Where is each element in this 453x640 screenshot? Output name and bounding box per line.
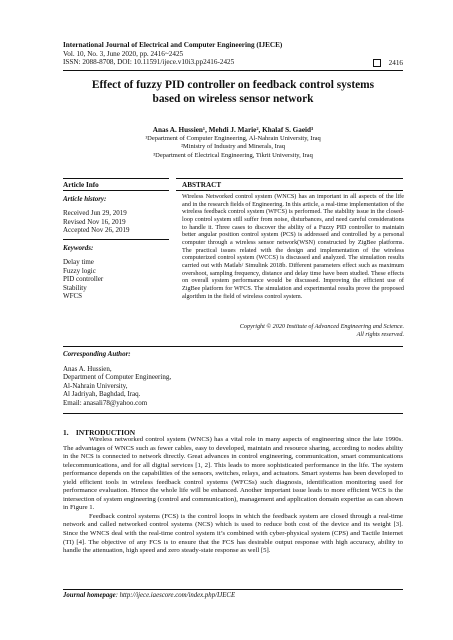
history-revised: Revised Nov 16, 2019 bbox=[63, 217, 126, 226]
abstract-heading: ABSTRACT bbox=[182, 181, 222, 189]
keyword: PID controller bbox=[63, 275, 104, 284]
page-number: 2416 bbox=[388, 59, 403, 67]
corresponding-end-rule bbox=[63, 413, 403, 414]
section-heading-introduction: 1. INTRODUCTION bbox=[63, 428, 136, 437]
article-info-heading: Article Info bbox=[63, 181, 99, 189]
journal-header bbox=[63, 41, 403, 67]
journal-issn: ISSN: 2088-8708, DOI: 10.11591/ijece.v10i3.pp2416-2425 bbox=[63, 58, 235, 67]
copyright-line-2: All rights reserved. bbox=[356, 330, 404, 338]
affiliation-1: ¹Department of Computer Engineering, Al-Nahrain University, Iraq bbox=[145, 135, 321, 142]
copyright bbox=[182, 323, 404, 339]
history-accepted: Accepted Nov 26, 2019 bbox=[63, 226, 130, 235]
corresponding-author-label: Corresponding Author: bbox=[63, 350, 131, 358]
keyword: Delay time bbox=[63, 258, 94, 266]
corresponding-author-details bbox=[63, 365, 263, 407]
corr-address: Al Jadriyah, Baghdad, Iraq. bbox=[63, 390, 141, 399]
abstract-bottom-rule bbox=[176, 190, 403, 191]
homepage-link[interactable]: : http://ijece.iaescore.com/index.php/IJECE bbox=[115, 592, 236, 599]
journal-volume: Vol. 10, No. 3, June 2020, pp. 2416~2425 bbox=[63, 49, 184, 58]
paragraph: Feedback control systems (FCS) is the control loops in which the feedback system are closed through a real-time network and called networked control systems (NCS) which is used to reduce both cost of the device and its weight [3]. Since the WNCS deal with the real-time control system it’s combined with cyber-physical system (CPS) and Tactile Internet (TI) [4]. The objective of any FCS is to ensure that the FCS has desirable output response with high accuracy, ability to handle the attenuation, high speed and zero steady-state response as well [5]. bbox=[63, 512, 403, 555]
abstract-end-rule bbox=[63, 346, 403, 347]
keyword: WFCS bbox=[63, 292, 83, 301]
abstract-top-rule bbox=[176, 178, 403, 179]
corr-email: Email: anasali78@yahoo.com bbox=[63, 398, 148, 407]
keywords-label: Keywords: bbox=[63, 244, 94, 252]
keywords-list bbox=[63, 258, 168, 301]
affiliation-2: ²Ministry of Industry and Minerals, Iraq bbox=[180, 143, 286, 151]
corr-university: Al-Nahrain University, bbox=[63, 381, 128, 390]
title-line-2: based on wireless sensor network bbox=[152, 92, 314, 105]
keyword: Fuzzy logic bbox=[63, 266, 96, 275]
paper-title bbox=[63, 79, 403, 106]
copyright-line-1: Copyright © 2020 Institute of Advanced Engineering and Science. bbox=[239, 323, 404, 330]
journal-name: International Journal of Electrical and Computer Engineering (IJECE) bbox=[63, 41, 283, 49]
journal-homepage bbox=[63, 592, 235, 599]
article-info-bottom-rule bbox=[63, 190, 169, 191]
keyword: Stability bbox=[63, 283, 87, 292]
page-number-block bbox=[373, 59, 403, 67]
article-history bbox=[63, 209, 168, 235]
corr-name: Anas A. Hussien, bbox=[63, 365, 112, 373]
footer-divider bbox=[63, 589, 403, 590]
affiliation-3: ³Department of Electrical Engineering, Tikrit University, Iraq bbox=[153, 151, 313, 159]
article-info-top-rule bbox=[63, 178, 169, 179]
title-line-1: Effect of fuzzy PID controller on feedback control systems bbox=[91, 79, 375, 91]
paragraph: Wireless networked control system (WNCS) has a vital role in many aspects of engineering since the late 1990s. The advantages of WNCS such as fewer cables, easy to developed, maintain and resource sharing, according to nodes ability in the NCS is connected to network directly. Great advances in control engineering, communication, smart communications telecommunications, and for all digital services [1, 2]. This leads to more sophisticated performance in the life. The system performance depends on the capabilities of the sensors, switches, relays, and actuators. Smart systems has been developed to yield efficient tools in wireless feedback control systems (WFCSs) such diagnosis, identification monitoring used for performance evaluation. Hence the whole life will be enhanced. Another important issue leads to more efficient WCS is the intersection of system engineering (control and communication), management and application domain expertise as can shown in Figure 1. bbox=[63, 436, 403, 512]
article-history-label: Article history: bbox=[63, 195, 107, 203]
history-divider bbox=[63, 239, 169, 240]
authors: Anas A. Hussien¹, Mehdi J. Marie², Khalaf S. Gaeid³ bbox=[152, 126, 314, 134]
history-received: Received Jun 29, 2019 bbox=[63, 209, 127, 217]
square-icon bbox=[373, 59, 381, 67]
homepage-label: Journal homepage bbox=[63, 592, 116, 599]
corr-department: Department of Computer Engineering, bbox=[63, 373, 172, 382]
affiliations bbox=[63, 135, 403, 160]
header-divider bbox=[63, 70, 403, 71]
introduction-body bbox=[63, 436, 403, 556]
abstract-text: Wireless Networked control system (WNCS) has an important in all aspects of the life and in the research fields of Engineering. In this article, a real-time implementation of the wireless feedback control system (WFCS) is performed. The stability issue in the closed-loop control system still suffer from noise, disturbances, and need careful considerations to handle it. Three cases to discover the ability of a Fuzzy PID controller to maintain better angular position control system (PCS) is addressed and controlled by a personal computer through a wireless sensor network(WSN) constructed by ZigBee platforms. The practical issues related with the design and implementation of the wireless computerized control system (WCCS) is discussed and analyzed. The simulation results carried out with Matlab/ Simulink 2018b. Different parameters effect such as maximum overshoot, sampling frequency, distance and delay time have been studied. These effects on overall system performance would be discussed. Improving the efficient use of ZigBee platform for WFCS. The simulation and experimental results prove the proposed algorithm in the field of wireless control system. bbox=[182, 193, 404, 300]
